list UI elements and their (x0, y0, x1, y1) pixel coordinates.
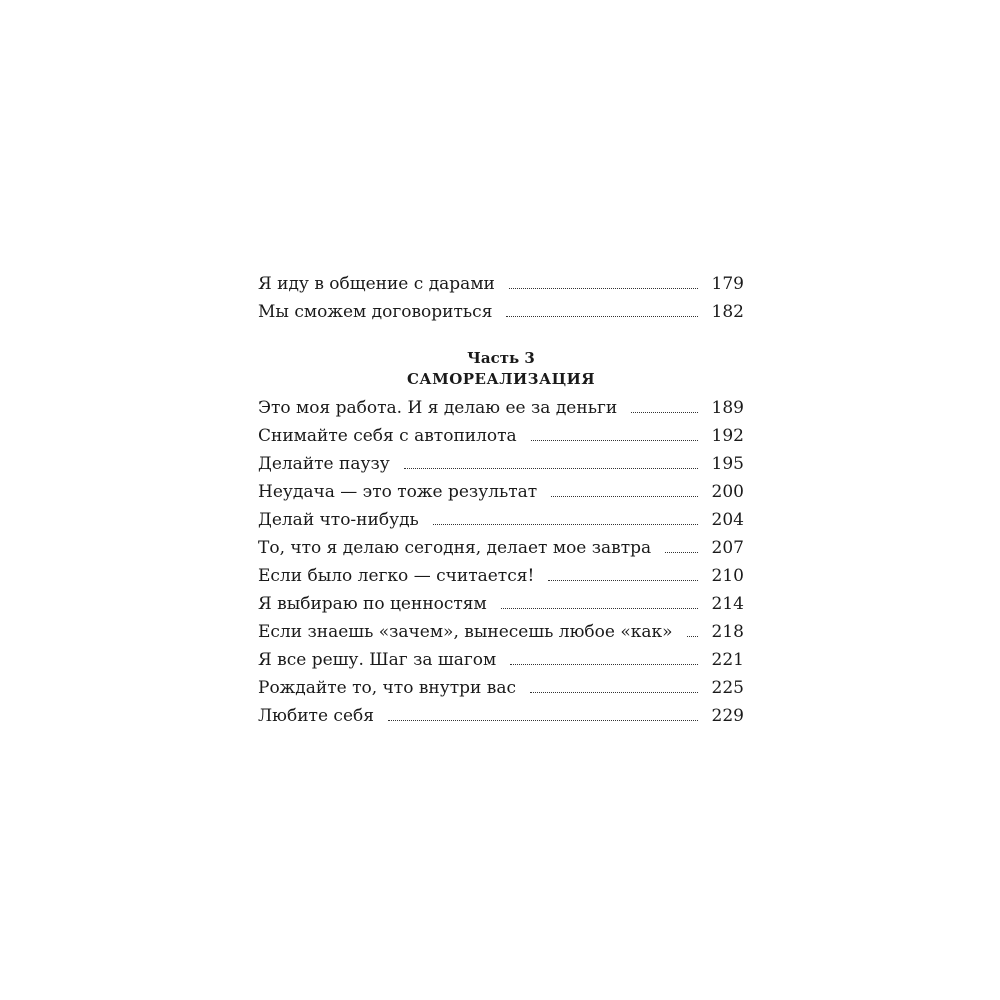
toc-entry-page: 214 (711, 594, 744, 614)
part-number: Часть 3 (467, 349, 535, 367)
toc-entry (258, 702, 744, 730)
toc-entry-page: 200 (711, 482, 744, 502)
dot-leader (501, 607, 698, 609)
toc-entry-page: 182 (711, 302, 744, 322)
dot-leader (506, 315, 697, 317)
toc-entry (258, 674, 744, 702)
toc-entry-title: Мы сможем договориться (258, 302, 493, 322)
toc-entry-title: Рождайте то, что внутри вас (258, 678, 516, 698)
part-title: САМОРЕАЛИЗАЦИЯ (406, 370, 596, 388)
toc-entry-page: 204 (711, 510, 744, 530)
part-heading (258, 348, 744, 390)
toc-entry-page: 189 (711, 398, 744, 418)
toc-entry-page: 207 (711, 538, 744, 558)
toc-entry-title: Делайте паузу (258, 454, 390, 474)
toc-entry-page: 179 (711, 274, 744, 294)
toc-entry-page: 229 (711, 706, 744, 726)
toc-entry-page: 225 (711, 678, 744, 698)
toc-entry-title: Я иду в общение с дарами (258, 274, 495, 294)
dot-leader (404, 467, 698, 469)
dot-leader (551, 495, 697, 497)
toc-entry-page: 218 (711, 622, 744, 642)
table-of-contents (258, 270, 744, 730)
toc-entry-title: Любите себя (258, 706, 374, 726)
toc-entry-title: Делай что-нибудь (258, 510, 419, 530)
toc-entry-page: 221 (711, 650, 744, 670)
toc-entry-title: Я выбираю по ценностям (258, 594, 487, 614)
toc-entry (258, 506, 744, 534)
toc-entry-title: Снимайте себя с автопилота (258, 426, 517, 446)
toc-entry-title: Это моя работа. И я делаю ее за деньги (258, 398, 618, 418)
toc-entry (258, 534, 744, 562)
dot-leader (388, 719, 698, 721)
toc-entry-page: 195 (711, 454, 744, 474)
dot-leader (509, 287, 698, 289)
dot-leader (510, 663, 697, 665)
dot-leader (530, 691, 698, 693)
dot-leader (665, 551, 697, 553)
dot-leader (433, 523, 698, 525)
dot-leader (687, 635, 698, 637)
toc-entry-page: 192 (711, 426, 744, 446)
dot-leader (631, 411, 697, 413)
toc-entry (258, 646, 744, 674)
dot-leader (531, 439, 698, 441)
toc-entry-title: Я все решу. Шаг за шагом (258, 650, 497, 670)
toc-entry (258, 298, 744, 326)
toc-entry (258, 270, 744, 298)
toc-entry-title: То, что я делаю сегодня, делает мое завтра (258, 538, 652, 558)
toc-entry-title: Если было легко — считается! (258, 566, 535, 586)
dot-leader (548, 579, 697, 581)
toc-entry (258, 422, 744, 450)
toc-entry (258, 590, 744, 618)
toc-entry-title: Если знаешь «зачем», вынесешь любое «как» (258, 622, 673, 642)
toc-entry (258, 478, 744, 506)
toc-entry (258, 450, 744, 478)
toc-entry-page: 210 (711, 566, 744, 586)
toc-entry (258, 618, 744, 646)
toc-entry-title: Неудача — это тоже результат (258, 482, 538, 502)
toc-entry (258, 394, 744, 422)
toc-entry (258, 562, 744, 590)
